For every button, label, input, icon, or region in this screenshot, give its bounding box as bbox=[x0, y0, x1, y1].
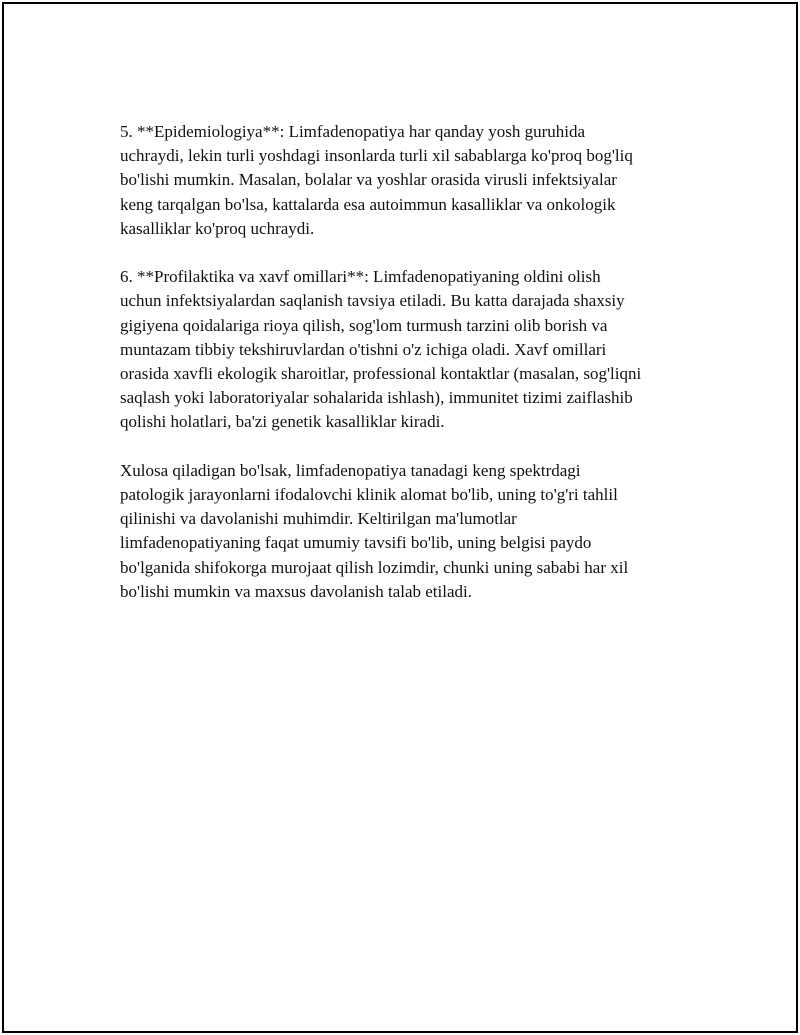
text-line: bo'lishi mumkin va maxsus davolanish talab etiladi. bbox=[120, 581, 472, 601]
text-line: kasalliklar ko'proq uchraydi. bbox=[120, 218, 315, 238]
text-line: keng tarqalgan bo'lsa, kattalarda esa autoimmun kasalliklar va onkologik bbox=[120, 194, 616, 214]
text-line: qolishi holatlari, ba'zi genetik kasalliklar kiradi. bbox=[120, 412, 445, 432]
text-line: Xulosa qiladigan bo'lsak, limfadenopatiya tanadagi keng spektrdagi bbox=[120, 460, 581, 480]
text-line: 6. **Profilaktika va xavf omillari**: Limfadenopatiyaning oldini olish bbox=[120, 267, 601, 287]
text-line: patologik jarayonlarni ifodalovchi klinik alomat bo'lib, uning to'g'ri tahlil bbox=[120, 485, 618, 505]
text-line: orasida xavfli ekologik sharoitlar, professional kontaktlar (masalan, sog'liqni bbox=[120, 364, 642, 384]
text-line: bo'lishi mumkin. Masalan, bolalar va yoshlar orasida virusli infektsiyalar bbox=[120, 170, 617, 190]
text-line: 5. **Epidemiologiya**: Limfadenopatiya har qanday yosh guruhida bbox=[120, 122, 586, 141]
text-line: qilinishi va davolanishi muhimdir. Keltirilgan ma'lumotlar bbox=[120, 509, 517, 529]
paragraph-conclusion bbox=[120, 459, 710, 604]
text-line: gigiyena qoidalariga rioya qilish, sog'lom turmush tarzini olib borish va bbox=[120, 315, 608, 335]
document-body bbox=[120, 120, 710, 628]
text-line: muntazam tibbiy tekshiruvlardan o'tishni o'z ichiga oladi. Xavf omillari bbox=[120, 339, 607, 359]
paragraph-prevention bbox=[120, 265, 710, 434]
text-line: saqlash yoki laboratoriyalar sohalarida ishlash), immunitet tizimi zaiflashib bbox=[120, 388, 633, 408]
text-line: bo'lganida shifokorga murojaat qilish lozimdir, chunki uning sababi har xil bbox=[120, 557, 629, 577]
text-line: uchraydi, lekin turli yoshdagi insonlarda turli xil sabablarga ko'proq bog'liq bbox=[120, 146, 633, 166]
paragraph-epidemiology bbox=[120, 120, 710, 241]
text-line: limfadenopatiyaning faqat umumiy tavsifi bo'lib, uning belgisi paydo bbox=[120, 533, 592, 553]
page-frame bbox=[2, 2, 798, 1033]
text-line: uchun infektsiyalardan saqlanish tavsiya etiladi. Bu katta darajada shaxsiy bbox=[120, 291, 625, 311]
